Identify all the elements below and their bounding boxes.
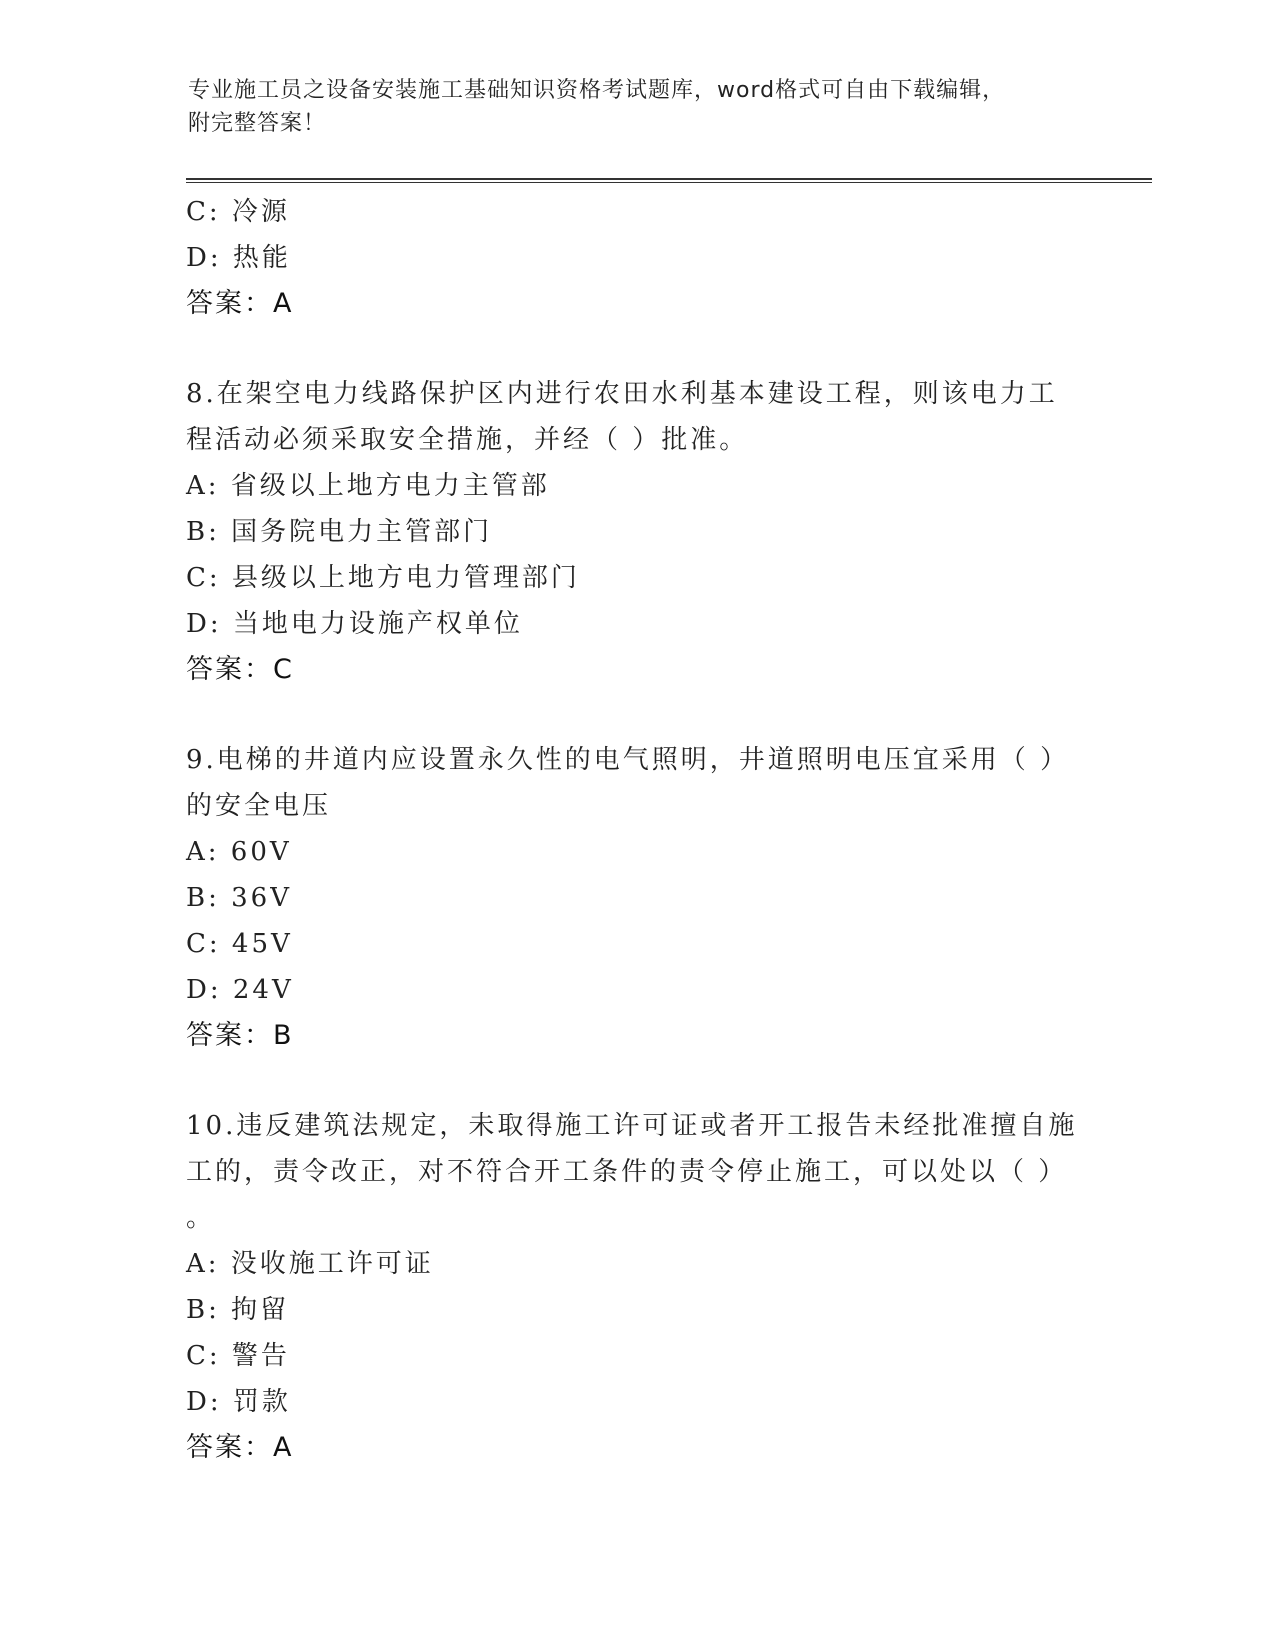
- question-8: [186, 371, 1086, 693]
- answer: 答案：A: [186, 288, 294, 319]
- question-9: [186, 737, 1086, 1059]
- question-7: [186, 189, 1086, 327]
- option-b: B: 国务院电力主管部门: [186, 517, 493, 547]
- option-d: D: 热能: [186, 243, 291, 273]
- option-a: A: 省级以上地方电力主管部: [186, 471, 550, 501]
- stem-line-2: 的安全电压: [186, 791, 332, 821]
- stem-line-1: 9.电梯的井道内应设置永久性的电气照明，井道照明电压宜采用（ ）: [186, 745, 1070, 775]
- question-list: [186, 189, 1086, 1471]
- option-c: C: 警告: [186, 1341, 290, 1371]
- option-d: D: 罚款: [186, 1387, 291, 1417]
- option-a: A: 没收施工许可证: [186, 1249, 434, 1279]
- option-a: A: 60V: [186, 837, 292, 867]
- header-line-1: 专业施工员之设备安装施工基础知识资格考试题库，word格式可自由下载编辑，: [188, 78, 1006, 103]
- stem-line-1: 8.在架空电力线路保护区内进行农田水利基本建设工程，则该电力工: [186, 379, 1058, 409]
- page-header: [188, 74, 1088, 140]
- option-b: B: 拘留: [186, 1295, 290, 1325]
- answer: 答案：A: [186, 1432, 294, 1463]
- answer: 答案：C: [186, 654, 294, 685]
- stem-line-2: 程活动必须采取安全措施，并经（ ）批准。: [186, 425, 749, 455]
- question-stem: [186, 1103, 1078, 1241]
- stem-line-3: 。: [186, 1203, 216, 1233]
- option-c: C: 冷源: [186, 197, 290, 227]
- option-c: C: 45V: [186, 929, 293, 959]
- answer: 答案：B: [186, 1020, 294, 1051]
- question-10: [186, 1103, 1086, 1471]
- stem-line-2: 工的，责令改正，对不符合开工条件的责令停止施工，可以处以（ ）: [186, 1157, 1068, 1187]
- option-d: D: 24V: [186, 975, 294, 1005]
- question-stem: [186, 737, 1070, 829]
- option-c: C: 县级以上地方电力管理部门: [186, 563, 580, 593]
- header-line-2: 附完整答案！: [188, 111, 327, 136]
- question-stem: [186, 371, 1066, 463]
- header-divider: [186, 178, 1152, 183]
- stem-line-1: 10.违反建筑法规定，未取得施工许可证或者开工报告未经批准擅自施: [186, 1111, 1078, 1141]
- option-d: D: 当地电力设施产权单位: [186, 609, 523, 639]
- option-b: B: 36V: [186, 883, 292, 913]
